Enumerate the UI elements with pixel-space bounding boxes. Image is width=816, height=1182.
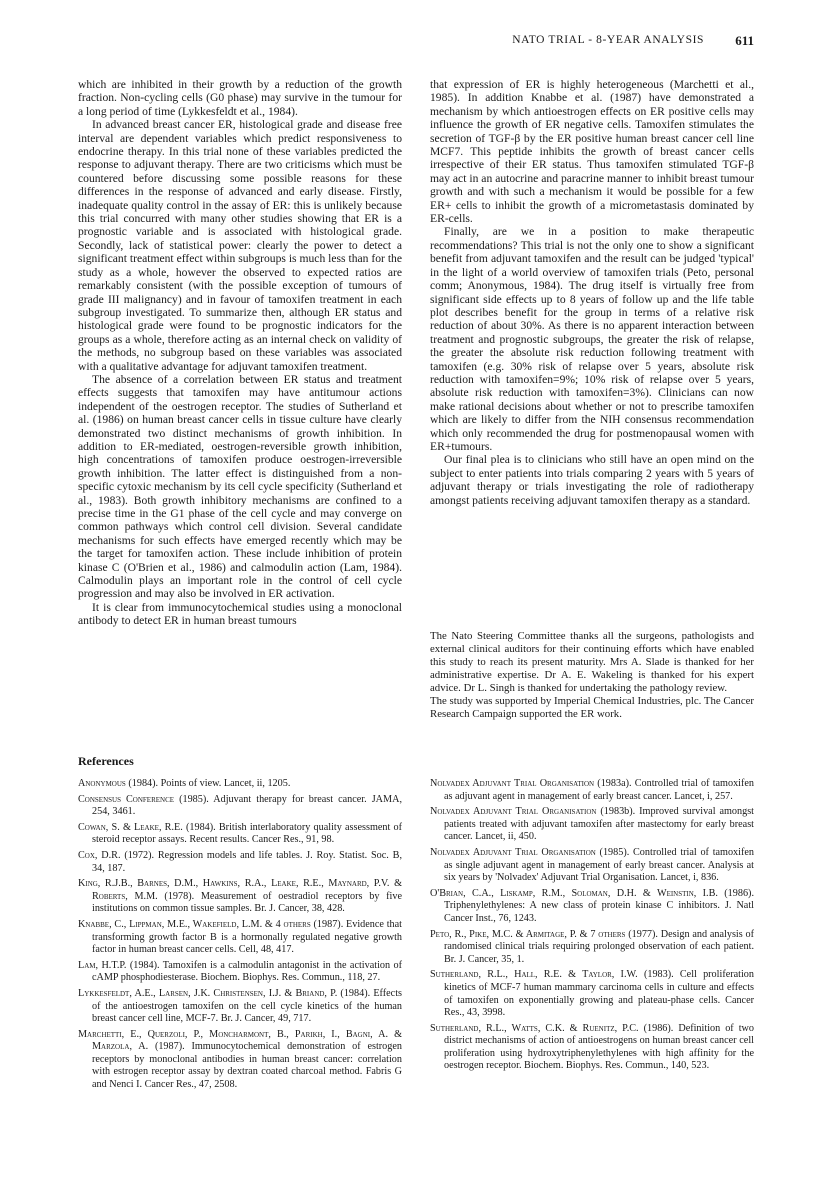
reference-item: Peto, R., Pike, M.C. & Armitage, P. & 7 others (1977). Design and analysis of randomised clinical trials requiring prolonged observation of each patient. Br. J. Cancer, 35, 1. — [430, 928, 754, 965]
reference-item: Lykkesfeldt, A.E., Larsen, J.K. Christensen, I.J. & Briand, P. (1984). Effects of the antioestrogen tamoxifen on the cell cycle kinetics of the human breast cancer cell line, MCF-7. Br. J. Cancer, 49, 717. — [78, 987, 402, 1025]
running-title: NATO TRIAL - 8-YEAR ANALYSIS — [512, 34, 704, 46]
reference-item: Lam, H.T.P. (1984). Tamoxifen is a calmodulin antagonist in the activation of cAMP phosphodiesterase. Biochem. Biophys. Res. Commun., 118, 27. — [78, 959, 402, 984]
references-heading: References — [78, 754, 134, 768]
references-right — [430, 778, 754, 1076]
acknowledgements — [430, 630, 754, 721]
paragraph: that expression of ER is highly heterogeneous (Marchetti et al., 1985). In addition Knabbe et al. (1987) have demonstrated a mechanism by which antioestrogen effects on ER positive cells may influence the growth of ER negative cells. Tamoxifen stimulates the secretion of TGF-β by the ER positive human breast cancer cell line MCF7. This peptide inhibits the growth of breast cancer cells irrespective of their ER status. Thus tamoxifen stimulated TGF-β may act in an autocrine and paracrine manner to inhibit breast tumour growth and with such a mechanism it would be possible for a few ER+ cells to inhibit the growth of a micrometastasis dominated by ER-cells. — [430, 78, 754, 226]
reference-item: Cox, D.R. (1972). Regression models and life tables. J. Roy. Statist. Soc. B, 34, 187. — [78, 849, 402, 874]
page-header — [78, 34, 754, 54]
reference-item: Nolvadex Adjuvant Trial Organisation (1985). Controlled trial of tamoxifen as single adjuvant agent in management of early breast cancer. Analysis at six years by 'Nolvadex' Adjuvant Trial Organisation. Lancet, i, 836. — [430, 846, 754, 884]
reference-item: Marchetti, E., Querzoli, P., Moncharmont, B., Parikh, I., Bagni, A. & Marzola, A. (1987). Immunocytochemical demonstration of estrogen receptors by monoclonal antibodies in human breast cancer: correlation with estrogen receptor assay by dextran coated charcoal method. Fabris G and Nenci I. Cancer Res., 47, 2508. — [78, 1028, 402, 1091]
reference-item: Cowan, S. & Leake, R.E. (1984). British interlaboratory quality assessment of steroid receptor assays. Recent results. Cancer Res., 91, 98. — [78, 821, 402, 846]
paragraph: Finally, are we in a position to make therapeutic recommendations? This trial is not the only one to show a significant benefit from adjuvant tamoxifen and the result can be judged 'typical' in the light of a world overview of tamoxifen trials (Peto, personal comm; Anonymous, 1984). The drug itself is virtually free from significant side effects up to 8 years of follow up and the life table plot describes benefit for the group in terms of a relative risk reduction of about 30%. As there is no apparent interaction between treatment and prognostic subgroups, the greater the risk of relapse, the greater the absolute risk reduction following treatment with tamoxifen (e.g. 30% risk of relapse over 5 years, absolute risk reduction with tamoxifen=9%; 10% risk of relapse over 5 years, absolute risk reduction with tamoxifen=3%). Clinicians can now make rational decisions about whether or not to prescribe tamoxifen which are likely to differ from the NIH consensus recommendation which only recommended the drug for postmenopausal women with ER+tumours. — [430, 225, 754, 453]
acknowledgement-text: The study was supported by Imperial Chemical Industries, plc. The Cancer Research Campaign supported the ER work. — [430, 695, 754, 720]
reference-item: Sutherland, R.L., Hall, R.E. & Taylor, I.W. (1983). Cell proliferation kinetics of MCF-7 human mammary carcinoma cells in culture and effects of tamoxifen on exponentially growing and plateau-phase cells. Cancer Res., 43, 3998. — [430, 969, 754, 1019]
references-left — [78, 778, 402, 1095]
reference-item: Anonymous (1984). Points of view. Lancet, ii, 1205. — [78, 778, 291, 789]
page-number: 611 — [735, 33, 754, 48]
reference-item: King, R.J.B., Barnes, D.M., Hawkins, R.A., Leake, R.E., Maynard, P.V. & Roberts, M.M. (1978). Measurement of oestradiol receptors by five institutions on common tissue samples. Br. J. Cancer, 38, 428. — [78, 878, 402, 915]
reference-item: Nolvadex Adjuvant Trial Organisation (1983a). Controlled trial of tamoxifen as adjuvant agent in management of early breast cancer. Lancet, i, 257. — [430, 778, 755, 802]
paragraph: In advanced breast cancer ER, histological grade and disease free interval are dependent variables which predict responsiveness to endocrine therapy. In this trial none of these variables predicted the response to adjuvant therapy. There are two criticisms which must be countered before discussing some possible reasons for these differences in the response of advanced and early disease. Firstly, inadequate quality control in the assay of ER: this is unlikely because this trial concurred with many other studies showing that ER is a prognostic variable and is associated with histological grade. Secondly, lack of statistical power: clearly the power to detect a significant treatment effect within subgroups is much less than for the study as a whole, however the observed to expected ratios are remarkably consistent (with the possible exception of tumours of grade III malignancy) and in favour of tamoxifen treatment in each subgroup investigated. To summarize then, although ER status and histological grade were found to be prognostic indicators for the groups as a whole, therefore acting as an internal check on validity of the methods, no subgroup based on these variables was associated with a qualitative advantage for adjuvant tamoxifen treatment. — [78, 118, 402, 373]
reference-item: O'Brian, C.A., Liskamp, R.M., Soloman, D.H. & Weinstin, I.B. (1986). Triphenylethylenes: A new class of protein kinase C inhibitors. J. Natl Cancer Inst., 76, 1243. — [430, 887, 754, 924]
paragraph: The absence of a correlation between ER status and treatment effects suggests that tamoxifen may have antitumour actions independent of the oestrogen receptor. The studies of Sutherland et al. (1986) on human breast cancer cells in tissue culture have clearly demonstrated two distinct mechanisms of growth inhibition. In addition to ER-mediated, oestrogen-reversible growth inhibition, high concentrations of tamoxifen produce oestrogen-irreversible growth inhibition. The latter effect is distinguished from a non-specific cytoxic mechanism by its cell cycle specificity (Sutherland et al., 1983). Both growth inhibitory mechanisms are confined to a precise time in the G1 phase of the cell cycle and may converge on common pathways which control cell division. Several candidate mechanisms for such effects have emerged recently which may be the target for tamoxifen action. These include inhibition of protein kinase C (O'Brien et al., 1986) and calmodulin action (Lam, 1984). Calmodulin plays an important role in the control of cell cycle progression and may also be involved in ER activation. — [78, 372, 402, 601]
right-column — [430, 78, 754, 507]
paragraph: which are inhibited in their growth by a reduction of the growth fraction. Non-cycling cells (G0 phase) may survive in the tumour for a long period of time (Lykkesfeldt et al., 1984). — [78, 78, 402, 118]
reference-item: Sutherland, R.L., Watts, C.K. & Ruenitz, P.C. (1986). Definition of two district mechanisms of action of antioestrogens on human breast cancer cell proliferation using hydroxytriphenylethylenes with high affinity for the oestrogen receptor. Biochem. Biophys. Res. Commun., 140, 523. — [430, 1022, 754, 1072]
paragraph: Our final plea is to clinicians who still have an open mind on the subject to enter patients into trials comparing 2 years with 5 years of adjuvant therapy or trials investigating the role of radiotherapy amongst patients receiving adjuvant tamoxifen therapy as a standard. — [430, 453, 754, 507]
reference-item: Nolvadex Adjuvant Trial Organisation (1983b). Improved survival amongst patients treated with adjuvant tamoxifen after mastectomy for early breast cancer. Lancet, ii, 450. — [430, 806, 755, 843]
reference-item: Knabbe, C., Lippman, M.E., Wakefield, L.M. & 4 others (1987). Evidence that transforming growth factor B is a hormonally regulated negative growth factor in human breast cancer cells. Cell, 48, 417. — [78, 918, 402, 956]
paragraph: It is clear from immunocytochemical studies using a monoclonal antibody to detect ER in human breast tumours — [78, 600, 402, 628]
acknowledgement-text: The Nato Steering Committee thanks all the surgeons, pathologists and external clinical auditors for their continuing efforts which have enabled this study to reach its present maturity. Mrs A. Slade is thanked for her administrative expertise. Dr A. E. Wakeling is thanked for his expert advice. Dr L. Singh is thanked for undertaking the pathology review. — [430, 630, 754, 694]
reference-item: Consensus Conference (1985). Adjuvant therapy for breast cancer. JAMA, 254, 3461. — [78, 793, 402, 818]
left-column — [78, 78, 402, 628]
